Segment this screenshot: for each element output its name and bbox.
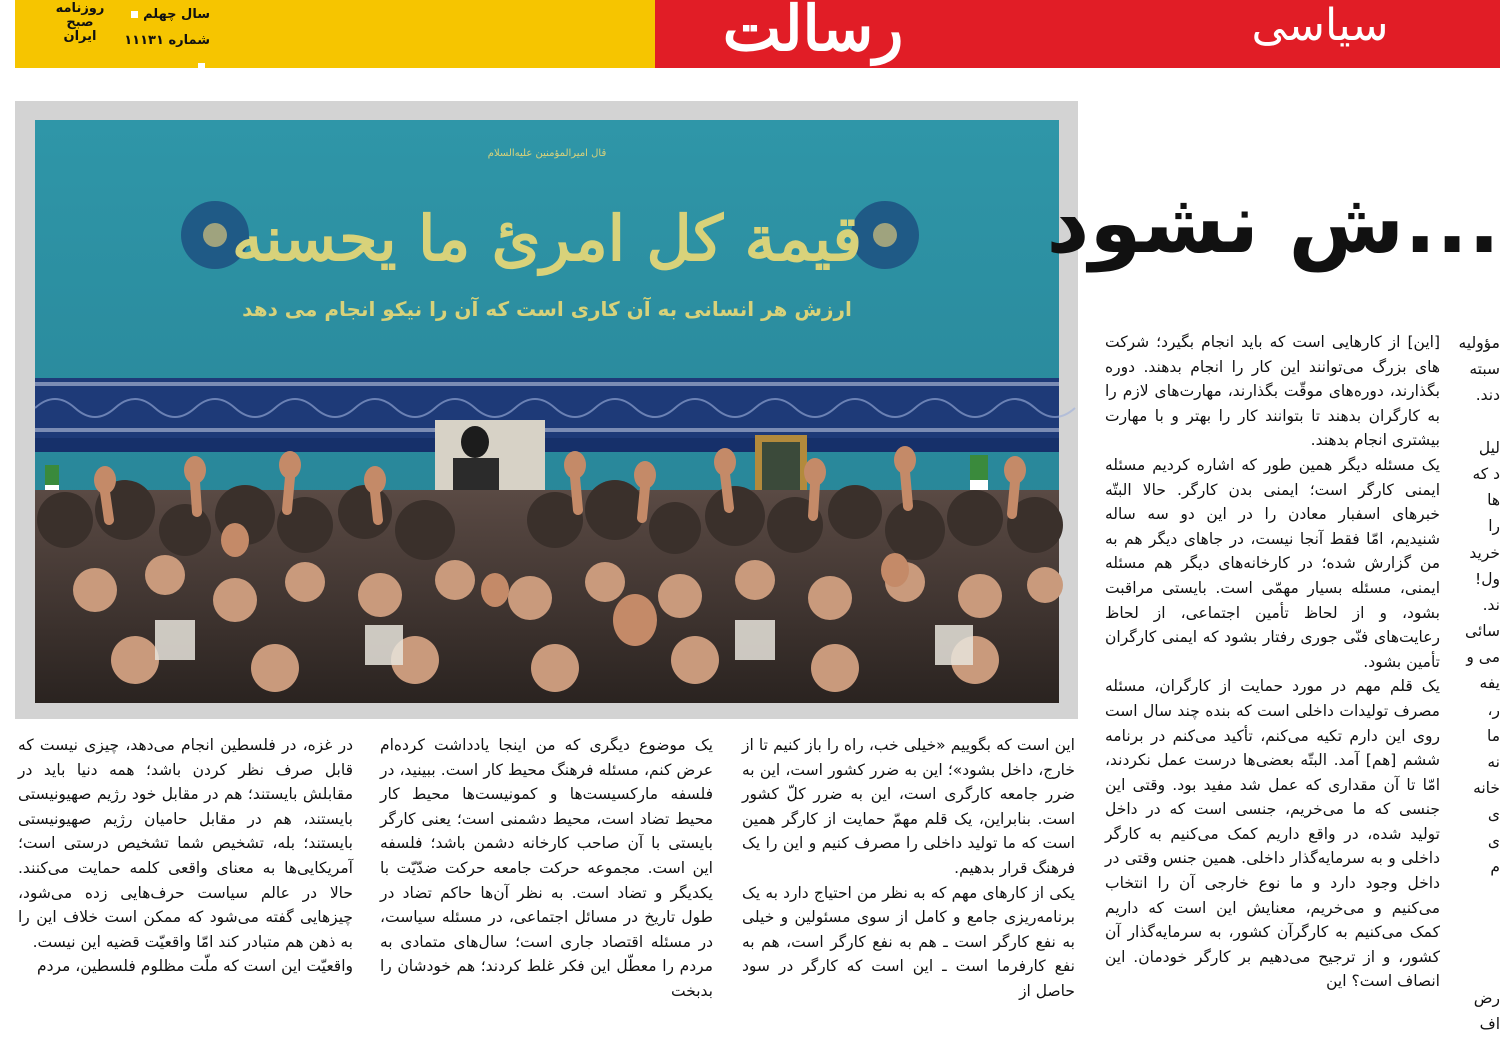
article-column-bottom-1 xyxy=(742,733,1075,1008)
paragraph: یکی از کارهای مهم که به نظر من احتیاج دارد به یک برنامه‌ریزی جامع و کامل از سوی مسئولین و خیلی به نفع کارگر است ـ هم به نفع کارگر است، هم به نفع کارفرما است ـ این است که کارگر در سود حاصل از xyxy=(742,883,1075,1000)
article-column-edge: مؤولیه سبته دند. لیل د که ها را خرید ول! ند. سائی می و یفه ر، ما نه خانه ی ی م رض اف xyxy=(1458,334,1500,1033)
issue-number: شماره ۱۱۱۳۱ xyxy=(120,28,210,80)
paragraph: این است که بگوییم «خیلی خب، راه را باز کنیم تا از خارج، داخل بشود»؛ این به ضرر کشور است، این به ضرر جامعه کارگری است، این به ضرر کلّ کشور است. بنابراین، یک قلم مهمّ حمایت از کارگر همین است که ما تولید داخلی را مصرف کنیم و این را یک فرهنگ قرار بدهیم. xyxy=(742,736,1075,877)
article-column-bottom-2 xyxy=(380,733,713,1008)
headline: ...ش نشود xyxy=(1046,174,1500,272)
year-label: سال چهلم xyxy=(120,2,210,28)
calligraphy-text: قیمة کل امرئ ما یحسنه xyxy=(231,202,863,275)
issue-meta xyxy=(120,2,210,80)
paragraph: یک قلم مهم در مورد حمایت از کارگران، مسئله مصرف تولیدات داخلی است که بنده چند سال است روی این دارم تکیه می‌کنم، تأکید می‌کنم در برنامه ششم [هم] آمد. البتّه بعضی‌ها درست عمل نکردند، امّا تا آن مقداری که عمل شد مفید بود. وقتی این جنسی که ما می‌خریم، جنسی است که در داخل تولید شده، در واقع داریم کمک می‌کنیم به کارگر داخلی و به سرمایه‌گذار داخلی. همین جنس وقتی در داخل وجود دارد و ما نوع خارجی آن را انتخاب می‌کنیم و می‌خریم، معنایش این است که داریم کمک می‌کنیم به کارگرآن کشور، به سرمایه‌گذار آن کشور، و از ترجیح می‌دهیم بر کارگر خودمان. این انصاف است؟ این xyxy=(1105,677,1440,991)
paragraph: یک موضوع دیگری که من اینجا یادداشت کرده‌ام عرض کنم، مسئله فرهنگ محیط کار است. ببینید، در فلسفه مارکسیست‌ها و کمونیست‌ها محیط کار محیط تضاد است، محیط دشمنی است؛ یعنی کارگر بایستی با آن صاحب کارخانه دشمن باشد؛ فلسفه این است. مجموعه حرکت جامعه حرکت ضدّیّت با یکدیگر و تضاد است. به نظر آن‌ها حاکم تضاد در طول تاریخ در مسائل اجتماعی، در مسئله سیاست، در مسئله اقتصاد جاری است؛ سال‌های متمادی به مردم را معطّل این فکر غلط کردند؛ هم خودشان را بدبخت xyxy=(380,736,713,1000)
photo-illustration xyxy=(35,120,1059,703)
news-photo xyxy=(35,120,1059,703)
article-column-bottom-3 xyxy=(18,733,353,1008)
section-title: سیاسی xyxy=(1251,0,1389,51)
paragraph: [این] از کارهایی است که باید انجام بگیرد؛ شرکت های بزرگ می‌توانند این کار را انجام بدهند. دوره بگذارند، دوره‌های موقّت بگذارند، مهارت‌های لازم را به کارگران بدهند تا بتوانند کار را بهتر و با مهارت بیشتری انجام بدهند. xyxy=(1105,333,1440,450)
masthead-logo: روزنامه صبح ایران xyxy=(55,1,105,44)
paragraph: واقعیّت این است که ملّت مظلوم فلسطین، مردم xyxy=(36,957,353,976)
paragraph: یک مسئله دیگر همین طور که اشاره کردیم مسئله ایمنی کارگر است؛ ایمنی بدن کارگر. حالا البتّه خبرهای اسفبار معادن را در این دو سه ساله شنیدیم، امّا فقط آنجا نیست، در جاهای دیگر هم به من گزارش شده؛ در کارخانه‌های دیگر هم مسئله ایمنی، مسئله بسیار مهمّی است. بایستی مراقبت بشود، و از لحاظ تأمین اجتماعی، از لحاظ رعایت‌های فنّی جوری رفتار بشود که ایمنی کارگران تأمین بشود. xyxy=(1105,455,1440,671)
small-inscription: قال امیرالمؤمنین علیه‌السلام xyxy=(487,148,607,159)
article-column-right xyxy=(1105,330,1440,1008)
paragraph: در غزه، در فلسطین انجام می‌دهد، چیزی نیست که قابل صرف نظر کردن باشد؛ همه دنیا باید در مقابلش بایستند؛ هم در مقابل خود رژیم صهیونیستی بایستند، هم در مقابل حامیان رژیم صهیونیستی بایستند؛ بله، تشخیص شما تشخیص درستی است؛ آمریکایی‌ها به معنای واقعی کلمه حمایت می‌کنند. حالا در عالم سیاست حرف‌هایی زده می‌شود، چیزهایی گفته می‌شود که ممکن است خلاف این را به ذهن هم متبادر کند امّا واقعیّت قضیه این نیست. xyxy=(18,736,353,951)
newspaper-name: رسالت xyxy=(722,0,904,65)
banner-caption: ارزش هر انسانی به آن کاری است که آن را نیکو انجام می دهد xyxy=(242,297,852,321)
